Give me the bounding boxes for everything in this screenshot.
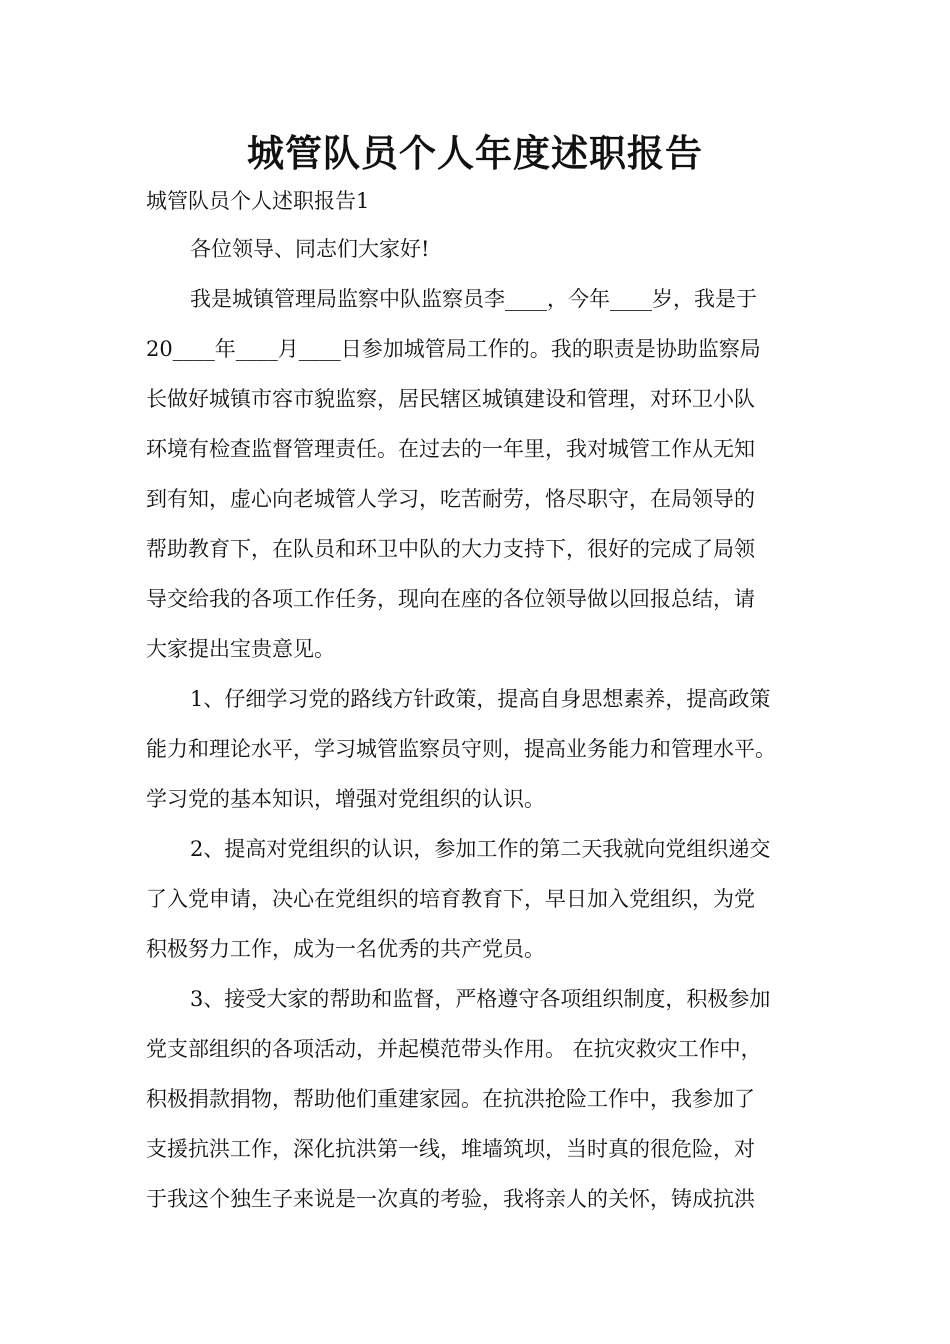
text-line: 长做好城镇市容市貌监察，居民辖区城镇建设和管理，对环卫小队 bbox=[146, 387, 755, 411]
report-subheading: 城管队员个人述职报告1 bbox=[146, 189, 370, 213]
text-line: 我是城镇管理局监察中队监察员李____，今年____岁，我是于 bbox=[190, 287, 757, 311]
text-line: 帮助教育下，在队员和环卫中队的大力支持下，很好的完成了局领 bbox=[146, 537, 755, 561]
text-line: 于我这个独生子来说是一次真的考验，我将亲人的关怀，铸成抗洪 bbox=[146, 1187, 755, 1211]
text-line: 1、仔细学习党的路线方针政策，提高自身思想素养，提高政策 bbox=[190, 687, 771, 711]
text-line: 党支部组织的各项活动，并起模范带头作用。 在抗灾救灾工作中， bbox=[146, 1037, 762, 1061]
text-line: 3、接受大家的帮助和监督，严格遵守各项组织制度，积极参加 bbox=[190, 987, 771, 1011]
text-line: 学习党的基本知识，增强对党组织的认识。 bbox=[146, 787, 545, 811]
text-line: 到有知，虚心向老城管人学习，吃苦耐劳，恪尽职守，在局领导的 bbox=[146, 487, 755, 511]
text-line: 能力和理论水平，学习城管监察员守则，提高业务能力和管理水平。 bbox=[146, 737, 776, 761]
document-title: 城管队员个人年度述职报告 bbox=[247, 132, 703, 175]
text-line: 环境有检查监督管理责任。在过去的一年里，我对城管工作从无知 bbox=[146, 437, 755, 461]
text-line: 导交给我的各项工作任务，现向在座的各位领导做以回报总结，请 bbox=[146, 587, 755, 611]
text-line: 2、提高对党组织的认识，参加工作的第二天我就向党组织递交 bbox=[190, 837, 771, 861]
text-line: 了入党申请，决心在党组织的培育教育下，早日加入党组织，为党 bbox=[146, 887, 755, 911]
text-line: 支援抗洪工作，深化抗洪第一线，堆墙筑坝，当时真的很危险，对 bbox=[146, 1137, 755, 1161]
text-line: 20____年____月____日参加城管局工作的。我的职责是协助监察局 bbox=[146, 337, 761, 361]
text-line: 大家提出宝贵意见。 bbox=[146, 637, 335, 661]
text-line: 各位领导、同志们大家好! bbox=[190, 237, 430, 261]
text-line: 积极捐款捐物，帮助他们重建家园。在抗洪抢险工作中，我参加了 bbox=[146, 1087, 755, 1111]
text-line: 积极努力工作，成为一名优秀的共产党员。 bbox=[146, 937, 545, 961]
